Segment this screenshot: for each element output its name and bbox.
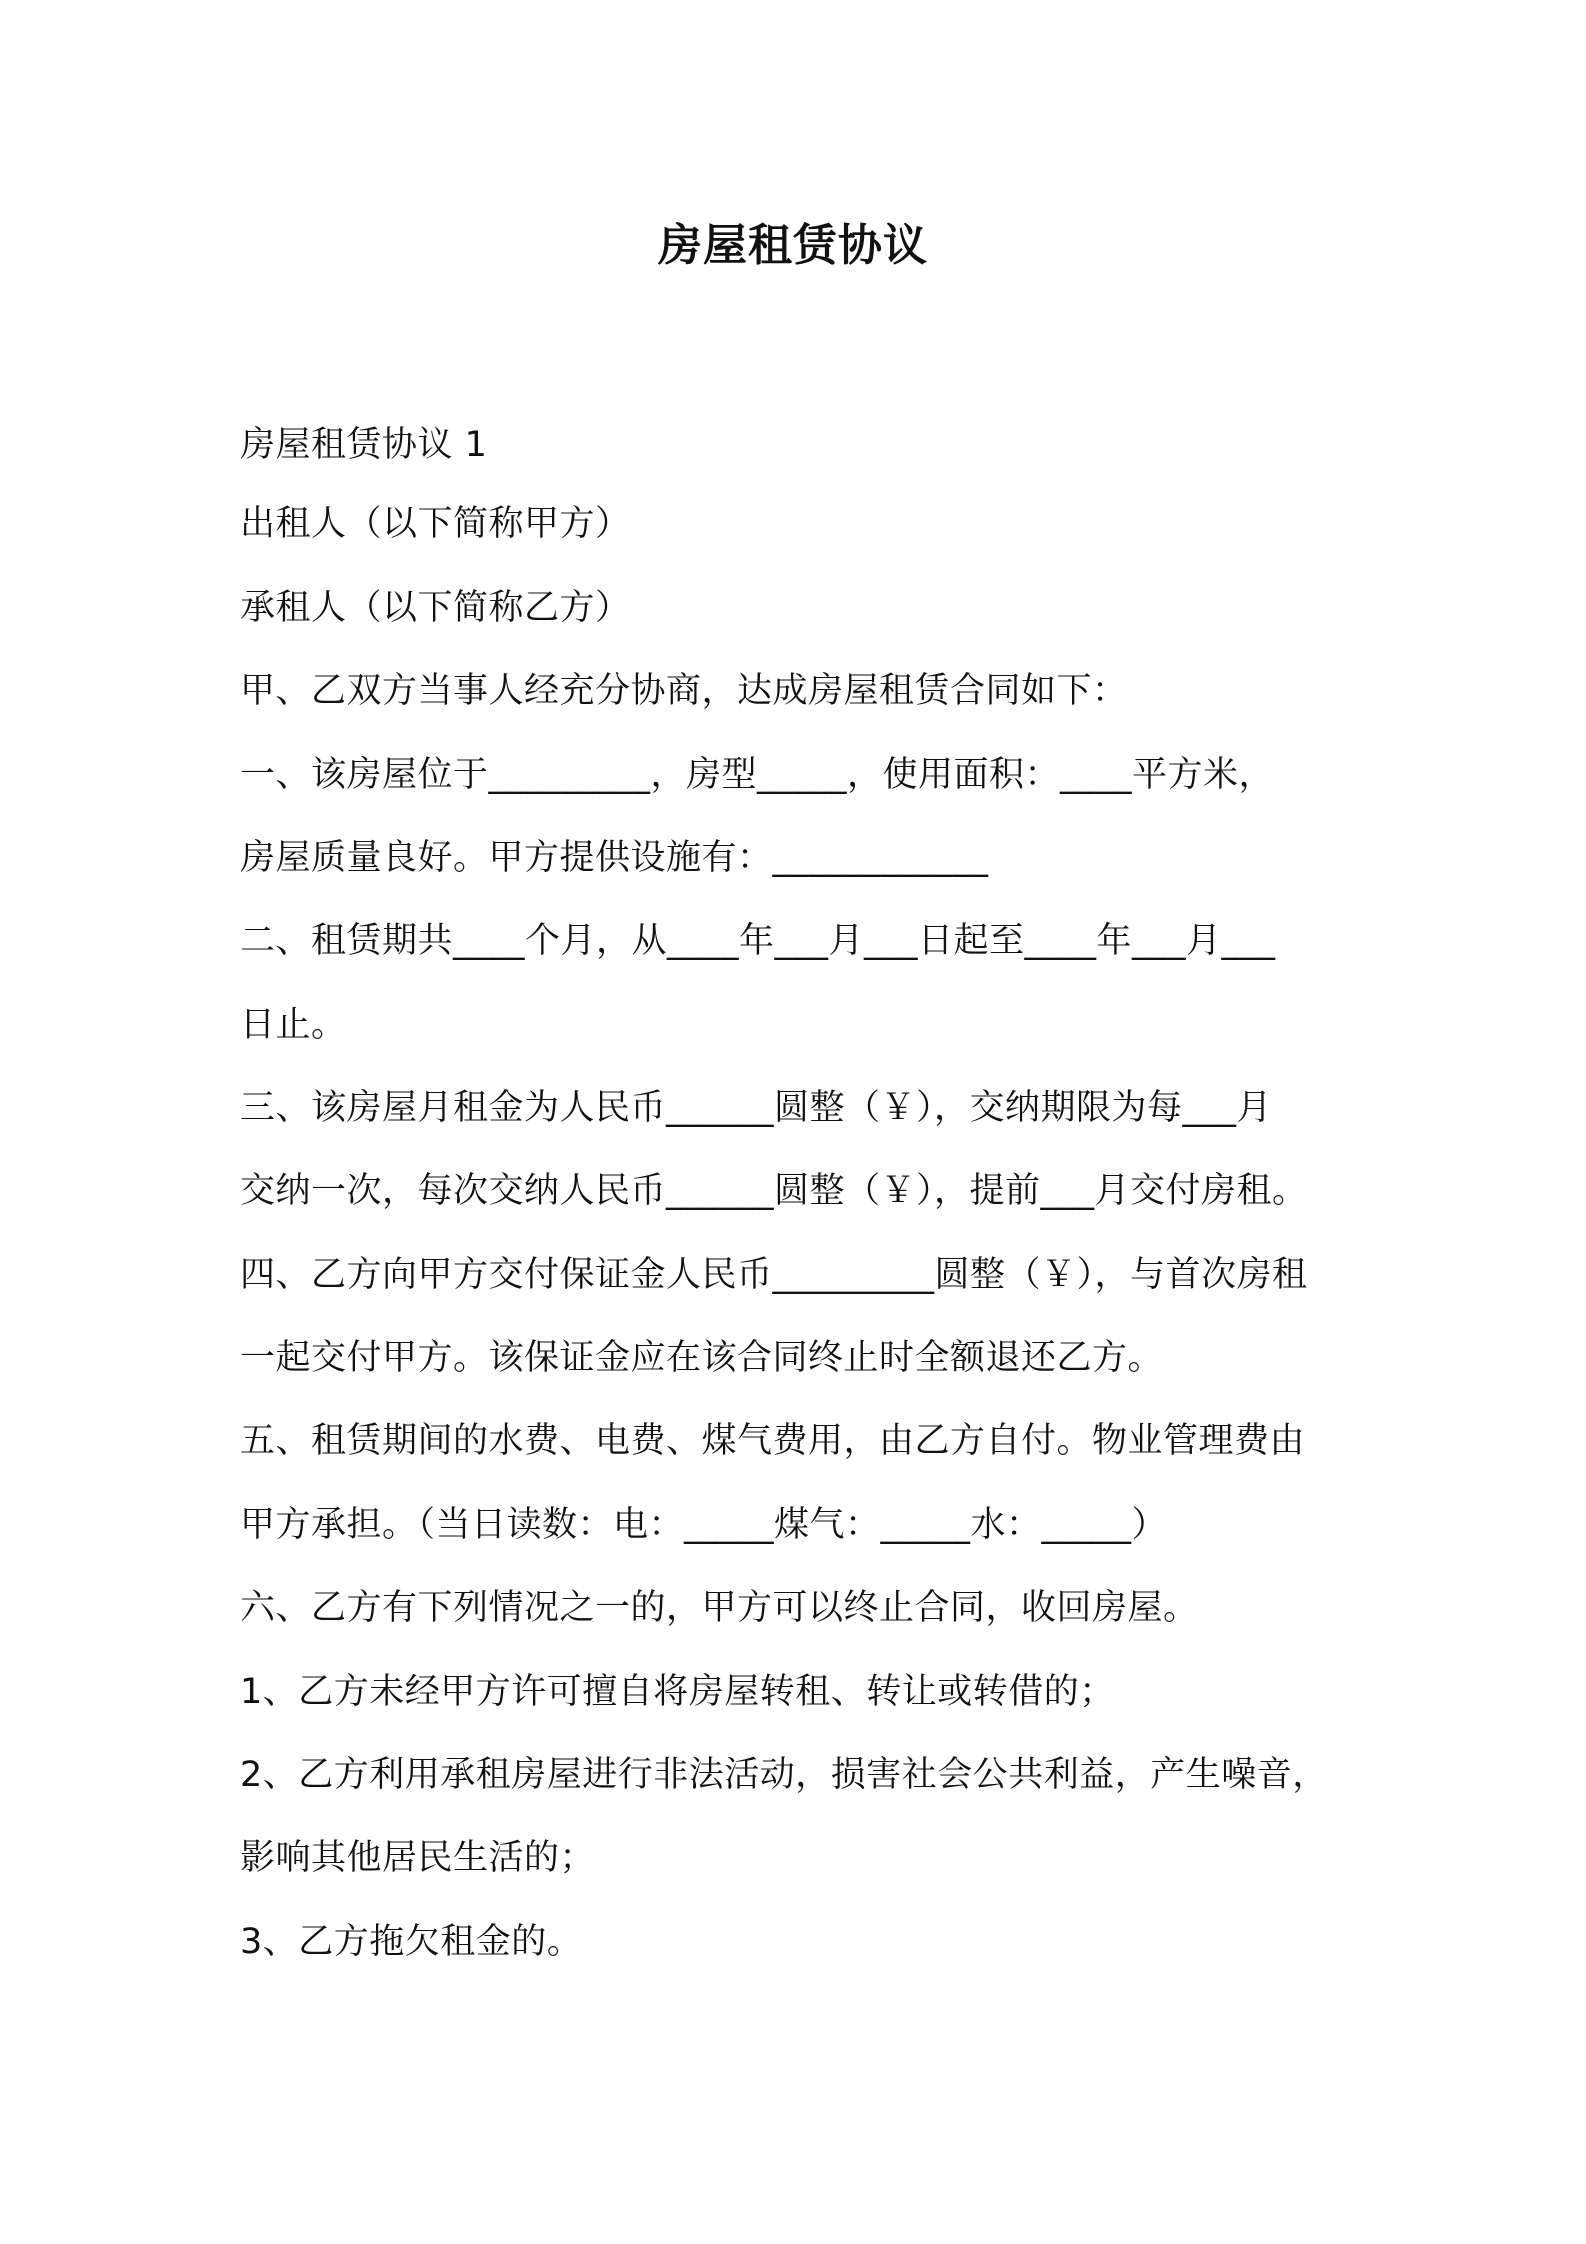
document-title: 房屋租赁协议 (658, 220, 928, 271)
doc-line-5: 一、该房屋位于_________，房型_____，使用面积：____平方米， (240, 755, 1275, 795)
doc-line-3: 承租人（以下简称乙方） (240, 588, 631, 628)
doc-line-8: 日止。 (240, 1005, 347, 1045)
doc-line-9: 三、该房屋月租金为人民币______圆整（￥），交纳期限为每___月 (240, 1088, 1273, 1128)
doc-line-12: 一起交付甲方。该保证金应在该合同终止时全额退还乙方。 (240, 1338, 1164, 1378)
doc-line-14: 甲方承担。（当日读数：电：_____煤气：_____水：_____） (240, 1505, 1168, 1545)
doc-line-19: 3、乙方拖欠租金的。 (240, 1922, 583, 1962)
doc-line-6: 房屋质量良好。甲方提供设施有：____________ (240, 838, 989, 878)
doc-line-11: 四、乙方向甲方交付保证金人民币_________圆整（￥），与首次房租 (240, 1255, 1308, 1295)
doc-line-2: 出租人（以下简称甲方） (240, 504, 631, 544)
doc-line-15: 六、乙方有下列情况之一的，甲方可以终止合同，收回房屋。 (240, 1588, 1199, 1628)
doc-line-10: 交纳一次，每次交纳人民币______圆整（￥），提前___月交付房租。 (240, 1171, 1308, 1211)
doc-line-7: 二、租赁期共____个月，从____年___月___日起至____年___月___ (240, 921, 1276, 961)
doc-line-17: 2、乙方利用承租房屋进行非法活动，损害社会公共利益，产生噪音， (240, 1755, 1328, 1795)
doc-line-4: 甲、乙双方当事人经充分协商，达成房屋租赁合同如下： (240, 671, 1128, 711)
doc-line-18: 影响其他居民生活的； (240, 1838, 596, 1878)
doc-line-1: 房屋租赁协议 1 (240, 425, 488, 465)
doc-line-13: 五、租赁期间的水费、电费、煤气费用，由乙方自付。物业管理费由 (240, 1421, 1306, 1461)
doc-line-16: 1、乙方未经甲方许可擅自将房屋转租、转让或转借的； (240, 1672, 1115, 1712)
